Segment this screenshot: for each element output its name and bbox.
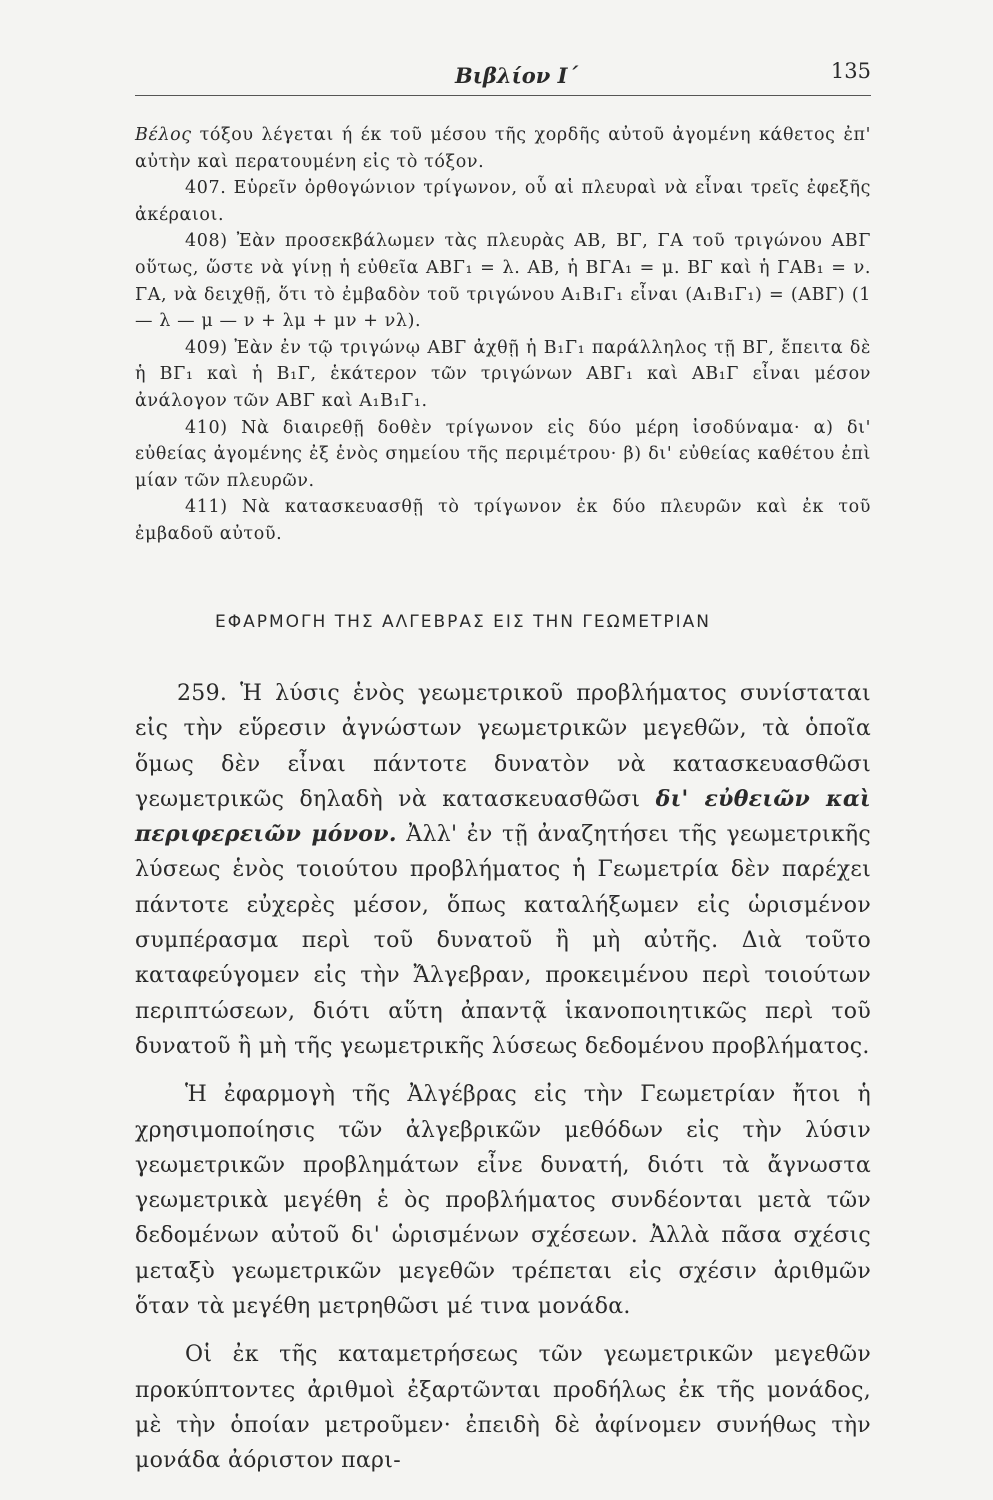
definition-paragraph bbox=[135, 122, 871, 175]
running-title: Βιβλίον Ι΄ bbox=[455, 63, 578, 88]
definition-text: τόξου λέγεται ή έκ τοῦ μέσου τῆς χορδῆς αὐτοῦ ἀγομένη κάθετος ἐπ' αὐτὴν καὶ περατουμένη εἰς τὸ τόξον. bbox=[135, 125, 871, 172]
section-heading: ΕΦΑΡΜΟΓΗ ΤΗΣ ΑΛΓΕΒΡΑΣ ΕΙΣ ΤΗΝ ΓΕΩΜΕΤΡΙΑΝ bbox=[215, 612, 711, 632]
section-259-text-a: Ἡ λύσις ἑνὸς γεωμετρικοῦ προβλήματος συνίσταται εἰς τὴν εὕρεσιν ἀγνώστων γεωμετρικῶν μεγεθῶν, τὰ ὁποῖα ὅμως δὲν εἶναι πάντοτε δυνατὸν νὰ κατασκευασθῶσι γεωμετρικῶς δηλαδὴ νὰ κατασκευασθῶσι bbox=[135, 681, 871, 812]
exercises-block bbox=[135, 122, 871, 548]
section-259-text-b: Ἀλλ' ἐν τῇ ἀναζητήσει τῆς γεωμετρικῆς λύσεως ἑνὸς τοιούτου προβλήματος ἡ Γεωμετρία δὲν παρέχει πάντοτε εὐχερὲς μέσον, ὅπως καταλήξωμεν εἰς ὡρισμένον συμπέρασμα περὶ τοῦ δυνατοῦ ἢ μὴ αὐτῆς. Διὰ τοῦτο καταφεύγομεν εἰς τὴν Ἄλγεβραν, προκειμένου περὶ τοιούτων περιπτώσεων, διότι αὕτη ἀπαντᾷ ἱκανοποιητικῶς περὶ τοῦ δυνατοῦ ἢ μὴ τῆς γεωμετρικῆς λύσεως δεδομένου προβλήματος. bbox=[135, 822, 872, 1059]
main-text-block bbox=[135, 676, 871, 1479]
exercise-408: 408) Ἐὰν προσεκβάλωμεν τὰς πλευρὰς ΑΒ, ΒΓ, ΓΑ τοῦ τριγώνου ΑΒΓ οὕτως, ὥστε νὰ γίνῃ ἡ εὐθεῖα ΑΒΓ₁ = λ. ΑΒ, ἡ ΒΓΑ₁ = μ. ΒΓ καὶ ἡ ΓΑΒ₁ = ν. ΓΑ, νὰ δειχθῇ, ὅτι τὸ ἐμβαδὸν τοῦ τριγώνου Α₁Β₁Γ₁ εἶναι (Α₁Β₁Γ₁) = (ΑΒΓ) (1 — λ — μ — ν + λμ + μν + νλ). bbox=[135, 231, 871, 332]
exercise-411: 411) Νὰ κατασκευασθῇ τὸ τρίγωνον ἐκ δύο πλευρῶν καὶ ἐκ τοῦ ἐμβαδοῦ αὐτοῦ. bbox=[135, 497, 871, 544]
page-number: 135 bbox=[830, 59, 871, 83]
exercise-410: 410) Νὰ διαιρεθῇ δοθὲν τρίγωνον εἰς δύο μέρη ἰσοδύναμα· α) δι' εὐθείας ἀγομένης ἐξ ἑνὸς σημείου τῆς περιμέτρου· β) δι' εὐθείας καθέτου ἐπὶ μίαν τῶν πλευρῶν. bbox=[135, 417, 871, 491]
exercise-409: 409) Ἐὰν ἐν τῷ τριγώνῳ ΑΒΓ ἀχθῇ ἡ Β₁Γ₁ παράλληλος τῇ ΒΓ, ἔπειτα δὲ ἡ ΒΓ₁ καὶ ἡ Β₁Γ, ἑκάτερον τῶν τριγώνων ΑΒΓ₁ καὶ ΑΒ₁Γ εἶναι μέσον ἀνάλογον τῶν ΑΒΓ καὶ Α₁Β₁Γ₁. bbox=[135, 337, 871, 411]
exercise-407: 407. Εὑρεῖν ὀρθογώνιον τρίγωνον, οὗ αἱ πλευραὶ νὰ εἶναι τρεῖς ἐφεξῆς ἀκέραιοι. bbox=[135, 178, 871, 225]
section-259-paragraph bbox=[135, 676, 871, 1064]
section-259-emphasis: δι' εὐθειῶν καὶ περιφερειῶν μόνον. bbox=[135, 785, 871, 848]
section-number: 259. bbox=[177, 681, 228, 706]
paragraph-measurement: Οἱ ἐκ τῆς καταμετρήσεως τῶν γεωμετρικῶν μεγεθῶν προκύπτοντες ἀριθμοὶ ἐξαρτῶνται προδήλως ἐκ τῆς μονάδος, μὲ τὴν ὁποίαν μετροῦμεν· ἐπειδὴ δὲ ἀφίνομεν συνήθως τὴν μονάδα ἀόριστον παρι- bbox=[135, 1342, 871, 1474]
paragraph-application: Ἡ ἐφαρμογὴ τῆς Ἀλγέβρας εἰς τὴν Γεωμετρίαν ἤτοι ἡ χρησιμοποίησις τῶν ἀλγεβρικῶν μεθόδων εἰς τὴν λύσιν γεωμετρικῶν προβλημάτων εἶνε δυνατή, διότι τὰ ἄγνωστα γεωμετρικὰ μεγέθη ἑ ὸς προβλήματος συνδέονται μετὰ τῶν δεδομένων αὐτοῦ δι' ὡρισμένων σχέσεων. Ἀλλὰ πᾶσα σχέσις μεταξὺ γεωμετρικῶν μεγεθῶν τρέπεται εἰς σχέσιν ἀριθμῶν ὅταν τὰ μεγέθη μετρηθῶσι μέ τινα μονάδα. bbox=[135, 1082, 871, 1320]
definition-term: Βέλος bbox=[135, 125, 192, 145]
page-header bbox=[135, 55, 871, 96]
